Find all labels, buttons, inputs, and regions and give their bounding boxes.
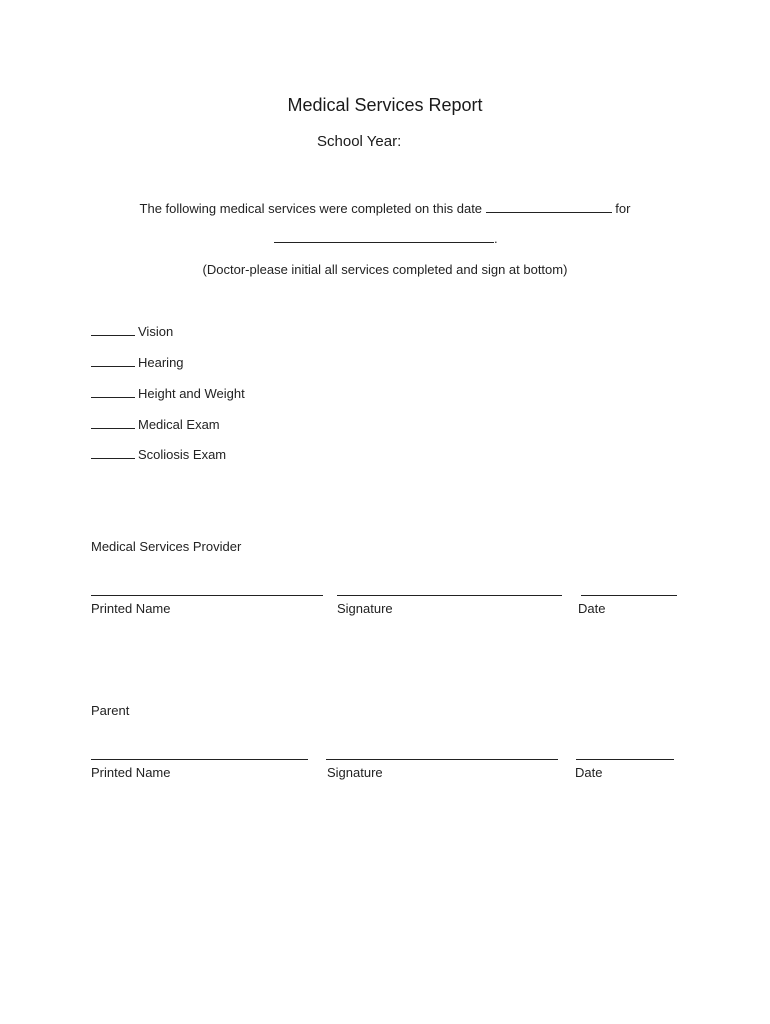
intro-text: The following medical services were completed on this date: [139, 201, 483, 216]
parent-printed-name-caption: Printed Name: [91, 765, 171, 780]
provider-signature-caption: Signature: [337, 601, 393, 616]
service-label: Vision: [138, 324, 174, 339]
provider-printed-name-line[interactable]: [91, 595, 323, 596]
intro-sentence: [0, 200, 770, 216]
student-name-blank[interactable]: [274, 230, 494, 243]
provider-printed-name-caption: Printed Name: [91, 601, 171, 616]
parent-signature-caption: Signature: [327, 765, 383, 780]
intro-period: .: [494, 231, 498, 246]
provider-date-caption: Date: [578, 601, 606, 616]
service-label: Scoliosis Exam: [138, 447, 227, 462]
initial-blank[interactable]: [91, 416, 135, 429]
service-item-scoliosis-exam: [91, 446, 226, 462]
parent-date-caption: Date: [575, 765, 603, 780]
service-item-hearing: [91, 354, 184, 370]
initial-blank[interactable]: [91, 354, 135, 367]
parent-date-line[interactable]: [576, 759, 674, 760]
initial-blank[interactable]: [91, 323, 135, 336]
provider-signature-line[interactable]: [337, 595, 562, 596]
initial-blank[interactable]: [91, 446, 135, 459]
school-year-label: School Year:: [317, 133, 402, 150]
initial-blank[interactable]: [91, 385, 135, 398]
service-item-medical-exam: [91, 416, 220, 432]
parent-signature-line[interactable]: [326, 759, 558, 760]
service-label: Height and Weight: [138, 386, 245, 401]
service-label: Hearing: [138, 355, 184, 370]
parent-section-label: Parent: [91, 703, 130, 718]
doctor-instruction-note: (Doctor-please initial all services completed and sign at bottom): [202, 262, 568, 277]
provider-section-label: Medical Services Provider: [91, 539, 242, 554]
parent-printed-name-line[interactable]: [91, 759, 308, 760]
document-title: Medical Services Report: [287, 95, 483, 115]
service-item-vision: [91, 323, 173, 339]
intro-for-label: for: [615, 201, 631, 216]
provider-date-line[interactable]: [581, 595, 677, 596]
service-label: Medical Exam: [138, 417, 220, 432]
student-name-line: [274, 230, 498, 246]
service-item-height-weight: [91, 385, 245, 401]
service-date-blank[interactable]: [486, 200, 612, 213]
